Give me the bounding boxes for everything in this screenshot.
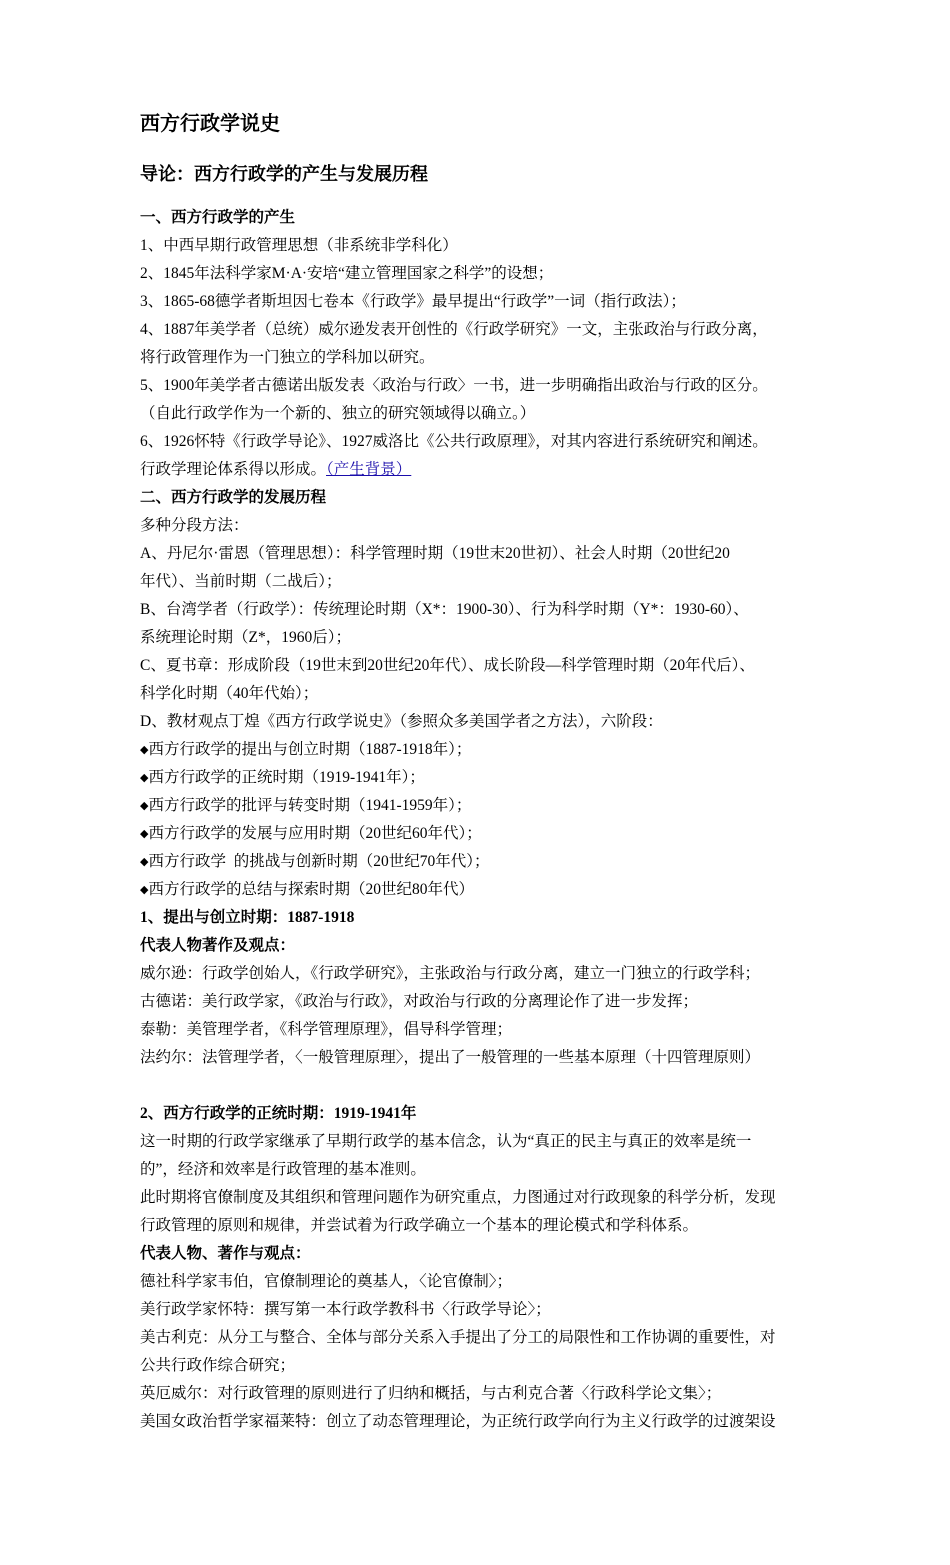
spacer — [140, 1072, 830, 1100]
diamond-bullet-icon: ◆ — [140, 828, 149, 840]
section1-last-text: 行政学理论体系得以形成。 — [140, 461, 327, 478]
section1-line: 将行政管理作为一门独立的学科加以研究。 — [140, 349, 435, 366]
stage-bullet-item: ◆西方行政学的提出与创立时期（1887-1918年）； — [140, 741, 472, 758]
document-title: 西方行政学说史 — [140, 113, 280, 135]
spacer — [140, 188, 830, 204]
stage-bullet-item: ◆西方行政学的正统时期（1919-1941年）； — [140, 769, 425, 786]
section1-line — [140, 456, 830, 484]
period2-person-line: 公共行政作综合研究； — [140, 1357, 296, 1374]
period2-line: 行政管理的原则和规律，并尝试着为行政学确立一个基本的理论模式和学科体系。 — [140, 1217, 699, 1234]
period1-line: 法约尔：法管理学者，〈一般管理原理〉，提出了一般管理的一些基本原理（十四管理原则） — [140, 1049, 761, 1066]
period2-person-line: 美古利克：从分工与整合、全体与部分关系入手提出了分工的局限性和工作协调的重要性，对 — [140, 1329, 776, 1346]
intro-heading: 导论：西方行政学的产生与发展历程 — [140, 164, 428, 184]
period2-line: 的”，经济和效率是行政管理的基本准则。 — [140, 1161, 426, 1178]
section2-line: 年代）、当前时期（二战后）； — [140, 573, 342, 590]
section2-line: 科学化时期（40年代始）； — [140, 685, 319, 702]
section2-line: 多种分段方法： — [140, 517, 249, 534]
diamond-bullet-icon: ◆ — [140, 800, 149, 812]
background-link[interactable]: （产生背景） — [326, 461, 412, 478]
section2-line: 系统理论时期（Z*，1960后）； — [140, 629, 351, 646]
stage-bullet-item: ◆西方行政学的发展与应用时期（20世纪60年代）； — [140, 825, 482, 842]
diamond-bullet-icon: ◆ — [140, 884, 149, 896]
diamond-bullet-icon: ◆ — [140, 856, 149, 868]
section1-line: 2、1845年法科学家M·A·安培“建立管理国家之科学”的设想； — [140, 265, 554, 282]
period2-heading: 2、西方行政学的正统时期：1919-1941年 — [140, 1105, 417, 1122]
period1-subheading: 代表人物著作及观点： — [140, 937, 296, 954]
section2-line: C、夏书章：形成阶段（19世末到20世纪20年代）、成长阶段—科学管理时期（20年代后）、 — [140, 657, 755, 674]
period2-line: 此时期将官僚制度及其组织和管理问题作为研究重点，力图通过对行政现象的科学分析，发现 — [140, 1189, 776, 1206]
section1-line: 4、1887年美学者（总统）威尔逊发表开创性的《行政学研究》一文，主张政治与行政分离， — [140, 321, 768, 338]
period1-line: 泰勒：美管理学者，《科学管理原理》，倡导科学管理； — [140, 1021, 513, 1038]
section1-line: （自此行政学作为一个新的、独立的研究领域得以确立。） — [140, 405, 536, 422]
period2-person-line: 德社科学家韦伯，官僚制理论的奠基人，〈论官僚制〉； — [140, 1273, 513, 1290]
diamond-bullet-icon: ◆ — [140, 744, 149, 756]
period1-line: 古德诺：美行政学家，《政治与行政》，对政治与行政的分离理论作了进一步发挥； — [140, 993, 699, 1010]
stage-bullet-item: ◆西方行政学 的挑战与创新时期（20世纪70年代）； — [140, 853, 490, 870]
period1-line: 威尔逊：行政学创始人，《行政学研究》，主张政治与行政分离，建立一门独立的行政学科； — [140, 965, 761, 982]
stage-bullet-item: ◆西方行政学的总结与探索时期（20世纪80年代） — [140, 881, 474, 898]
section2-line: A、丹尼尔·雷恩（管理思想）：科学管理时期（19世末20世初）、社会人时期（20世纪20 — [140, 545, 730, 562]
period1-heading: 1、提出与创立时期：1887-1918 — [140, 909, 355, 926]
section2-line: B、台湾学者（行政学）：传统理论时期（X*：1900-30）、行为科学时期（Y*：1930-60）、 — [140, 601, 749, 618]
document-page — [140, 110, 830, 1436]
section1-line: 6、1926怀特《行政学导论》、1927威洛比《公共行政原理》，对其内容进行系统研究和阐述。 — [140, 433, 768, 450]
period2-subheading: 代表人物、著作与观点： — [140, 1245, 311, 1262]
section2-line: D、教材观点丁煌《西方行政学说史》（参照众多美国学者之方法），六阶段： — [140, 713, 663, 730]
period2-person-line: 美国女政治哲学家福莱特：创立了动态管理理论，为正统行政学向行为主义行政学的过渡架设 — [140, 1413, 776, 1430]
period2-person-line: 英厄威尔：对行政管理的原则进行了归纳和概括，与古利克合著〈行政科学论文集〉； — [140, 1385, 722, 1402]
section1-heading: 一、西方行政学的产生 — [140, 209, 296, 226]
section2-heading: 二、西方行政学的发展历程 — [140, 489, 327, 506]
section1-line: 3、1865-68德学者斯坦因七卷本《行政学》最早提出“行政学”一词（指行政法）； — [140, 293, 686, 310]
diamond-bullet-icon: ◆ — [140, 772, 149, 784]
section1-line: 5、1900年美学者古德诺出版发表〈政治与行政〉一书，进一步明确指出政治与行政的区分。 — [140, 377, 768, 394]
period2-line: 这一时期的行政学家继承了早期行政学的基本信念，认为“真正的民主与真正的效率是统一 — [140, 1133, 752, 1150]
period2-person-line: 美行政学家怀特：撰写第一本行政学教科书〈行政学导论〉； — [140, 1301, 551, 1318]
section1-line: 1、中西早期行政管理思想（非系统非学科化） — [140, 237, 458, 254]
stage-bullet-item: ◆西方行政学的批评与转变时期（1941-1959年）； — [140, 797, 472, 814]
